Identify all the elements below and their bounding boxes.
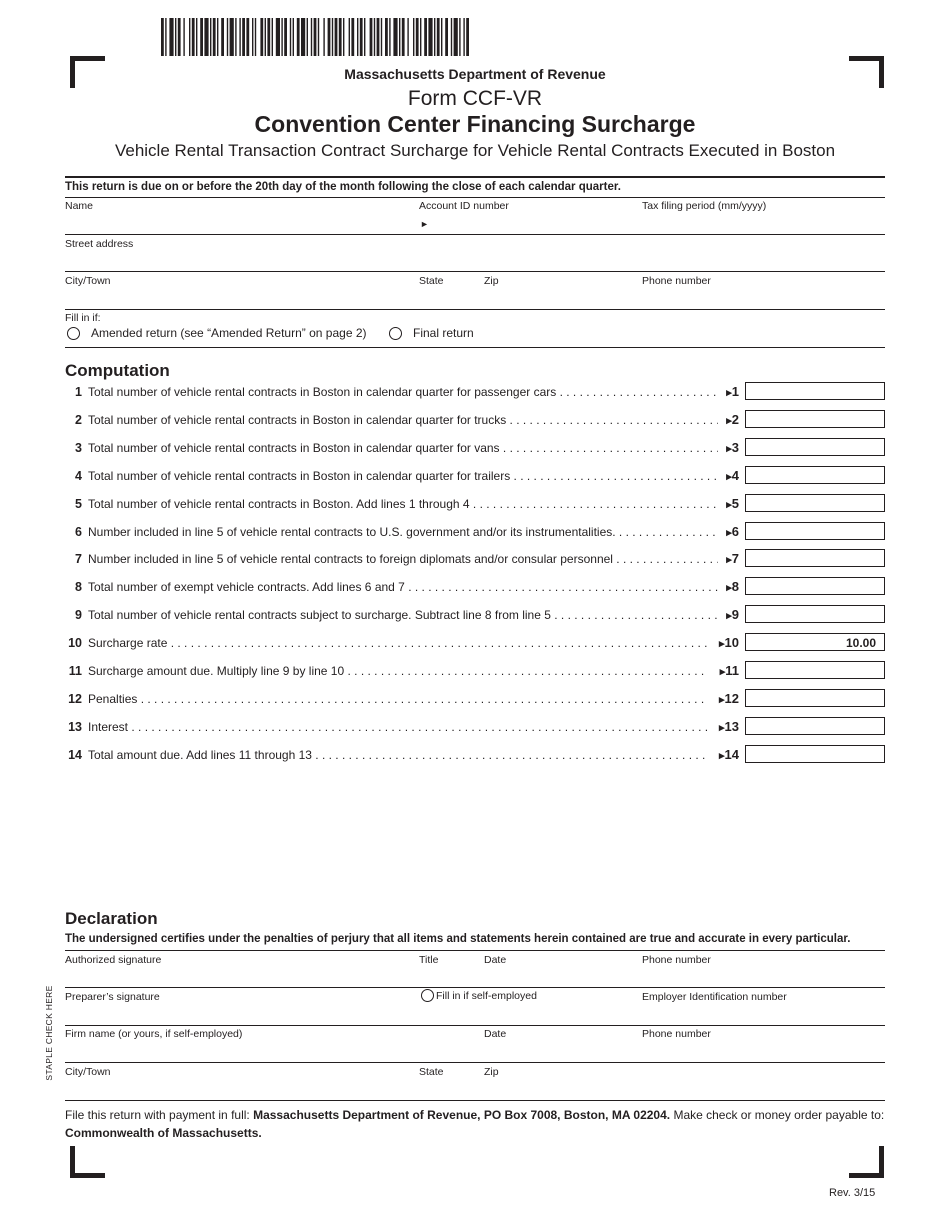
arrow-icon: ▸ [719, 666, 726, 678]
self-employed-option[interactable] [421, 989, 537, 1002]
line-description: Total number of vehicle rental contracts in Boston. Add lines 1 through 4 . . . [88, 497, 718, 511]
line-reference [723, 468, 739, 483]
zip-label: Zip [484, 275, 499, 287]
arrow-icon: ▸ [726, 470, 732, 483]
line-2-amount-field[interactable] [745, 410, 885, 428]
line-description: Penalties . . . [88, 692, 708, 706]
final-return-radio[interactable] [389, 327, 402, 340]
authorized-signature-field[interactable] [65, 966, 410, 986]
fill-in-label: Fill in if: [65, 312, 101, 324]
arrow-icon: ▸ [726, 582, 732, 595]
line-number: 12 [68, 691, 82, 706]
date-field[interactable] [484, 1040, 634, 1060]
line-reference [716, 691, 739, 706]
line-1-amount-field[interactable] [745, 382, 885, 400]
tax-period-label: Tax filing period (mm/yyyy) [642, 200, 767, 212]
line-number: 13 [68, 719, 82, 734]
line-number: 6 [75, 524, 82, 539]
line-reference-number: 5 [731, 495, 739, 511]
line-reference [723, 579, 739, 594]
self-employed-radio[interactable] [421, 989, 434, 1002]
line-5-amount-field[interactable] [745, 494, 885, 512]
account-id-label: Account ID number [419, 200, 509, 212]
line-reference-number: 11 [725, 663, 739, 678]
department-name: Massachusetts Department of Revenue [344, 66, 606, 82]
line-number: 2 [75, 412, 82, 427]
state-label: State [419, 1066, 444, 1078]
ein-label: Employer Identification number [642, 991, 787, 1003]
line-reference [723, 496, 739, 511]
city-field[interactable] [65, 1078, 410, 1098]
preparer-signature-label: Preparer’s signature [65, 991, 160, 1003]
zip-field[interactable] [484, 287, 634, 307]
divider [65, 950, 885, 951]
computation-line [65, 605, 885, 625]
line-description: Total number of vehicle rental contracts in Boston in calendar quarter for vans . . . [88, 441, 718, 455]
line-number: 1 [75, 385, 82, 399]
form-title: Convention Center Financing Surcharge [254, 111, 696, 137]
line-description: Total number of exempt vehicle contracts. Add lines 6 and 7 . . . [88, 580, 718, 594]
filing-middle: Make check or money order payable to: [670, 1108, 885, 1122]
line-number: 8 [75, 580, 82, 595]
state-field[interactable] [419, 1078, 477, 1098]
state-field[interactable] [419, 287, 477, 307]
line-description: Surcharge rate . . . [88, 636, 708, 650]
staple-note: STAPLE CHECK HERE [44, 985, 54, 1081]
ein-field[interactable] [642, 1003, 882, 1023]
filing-payee: Commonwealth of Massachusetts. [65, 1126, 262, 1140]
divider [65, 309, 885, 310]
line-7-amount-field[interactable] [745, 549, 885, 567]
computation-line [65, 717, 885, 737]
arrow-icon: ► [420, 219, 429, 229]
firm-name-label: Firm name (or yours, if self-employed) [65, 1028, 243, 1040]
city-label: City/Town [65, 275, 111, 287]
divider [65, 1100, 885, 1101]
computation-line [65, 633, 885, 653]
line-reference-number: 1 [731, 384, 739, 399]
declaration-heading: Declaration [65, 909, 158, 928]
zip-label: Zip [484, 1066, 499, 1078]
declaration-statement: The undersigned certifies under the penalties of perjury that all items and statements herein contained are true and accurate in every particular. [65, 933, 851, 945]
line-reference [723, 524, 739, 539]
divider [65, 987, 885, 988]
final-return-label: Final return [413, 326, 474, 340]
divider [65, 197, 885, 198]
line-8-amount-field[interactable] [745, 577, 885, 595]
line-6-amount-field[interactable] [745, 522, 885, 540]
due-note: This return is due on or before the 20th day of the month following the close of each calendar quarter. [65, 181, 621, 193]
filing-prefix: File this return with payment in full: [65, 1108, 254, 1122]
line-reference [716, 635, 739, 650]
corner-mark-bottom-right [849, 1146, 884, 1178]
arrow-icon: ▸ [719, 721, 725, 734]
line-12-amount-field[interactable] [745, 689, 885, 707]
phone-label: Phone number [642, 275, 711, 287]
line-description: Total amount due. Add lines 11 through 13 . . . [88, 748, 708, 762]
line-14-amount-field[interactable] [745, 745, 885, 763]
arrow-icon: ▸ [726, 414, 732, 427]
arrow-icon: ▸ [719, 749, 725, 762]
line-reference [716, 719, 739, 734]
final-return-option[interactable] [389, 326, 474, 340]
line-reference-number: 6 [731, 523, 739, 539]
line-description: Number included in line 5 of vehicle rental contracts to U.S. government and/or its instrumentalities. . . . [88, 525, 718, 539]
line-reference-number: 14 [724, 746, 739, 762]
line-description: Total number of vehicle rental contracts in Boston in calendar quarter for trucks . . . [88, 413, 718, 427]
computation-line [65, 549, 885, 569]
arrow-icon: ▸ [726, 610, 732, 623]
phone-label: Phone number [642, 954, 711, 966]
line-reference [723, 551, 739, 566]
line-reference [723, 384, 739, 399]
form-subtitle: Vehicle Rental Transaction Contract Surcharge for Vehicle Rental Contracts Executed in Boston [114, 141, 836, 160]
account-id-field[interactable] [432, 212, 632, 232]
line-description: Total number of vehicle rental contracts subject to surcharge. Subtract line 8 from line 5 . . . [88, 608, 718, 622]
arrow-icon: ▸ [726, 498, 732, 511]
computation-line [65, 522, 885, 542]
line-description: Total number of vehicle rental contracts in Boston in calendar quarter for passenger cars . . . [88, 385, 718, 399]
computation-line [65, 577, 885, 597]
amended-return-option[interactable] [67, 326, 367, 340]
line-reference-number: 2 [731, 411, 739, 427]
city-field[interactable] [65, 287, 410, 307]
authorized-signature-label: Authorized signature [65, 954, 162, 966]
divider [65, 176, 885, 178]
amended-return-radio[interactable] [67, 327, 80, 340]
revision-date: Rev. 3/15 [829, 1187, 876, 1199]
line-reference-number: 12 [724, 690, 739, 706]
computation-line [65, 661, 885, 681]
line-reference-number: 7 [731, 551, 739, 567]
computation-line [65, 494, 885, 514]
line-10-amount-field[interactable]: 10.00 [745, 633, 885, 651]
state-label: State [419, 275, 444, 287]
filing-instructions [65, 1106, 890, 1142]
filing-address: Massachusetts Department of Revenue, PO Box 7008, Boston, MA 02204. [253, 1108, 671, 1122]
name-field[interactable] [65, 212, 410, 232]
computation-line [65, 382, 885, 402]
street-field[interactable] [65, 250, 883, 270]
self-employed-label: Fill in if self-employed [436, 989, 537, 1002]
line-reference [723, 607, 739, 622]
phone-field[interactable] [642, 966, 882, 986]
phone-field[interactable] [642, 1040, 882, 1060]
computation-line [65, 466, 885, 486]
line-reference-number: 9 [731, 607, 739, 623]
arrow-icon: ▸ [726, 554, 732, 567]
line-3-amount-field[interactable] [745, 438, 885, 456]
corner-mark-bottom-left [70, 1146, 105, 1178]
line-9-amount-field[interactable] [745, 605, 885, 623]
tax-period-field[interactable] [642, 212, 882, 232]
line-number: 3 [75, 440, 82, 455]
arrow-icon: ▸ [726, 526, 732, 539]
line-number: 14 [68, 747, 82, 762]
date-label: Date [484, 1028, 507, 1040]
line-description: Surcharge amount due. Multiply line 9 by line 10 . . . [88, 664, 708, 678]
arrow-icon: ▸ [719, 638, 725, 651]
line-reference [723, 440, 739, 455]
phone-field[interactable] [642, 287, 882, 307]
computation-line [65, 438, 885, 458]
divider [65, 1062, 885, 1063]
divider [65, 234, 885, 235]
computation-line [65, 745, 885, 765]
arrow-icon: ▸ [726, 442, 732, 455]
line-number: 5 [75, 496, 82, 511]
arrow-icon: ▸ [719, 693, 725, 706]
phone-label: Phone number [642, 1028, 711, 1040]
computation-line [65, 689, 885, 709]
line-11-amount-field[interactable] [745, 661, 885, 679]
line-reference-number: 13 [724, 718, 739, 734]
line-reference [717, 663, 739, 678]
line-description: Number included in line 5 of vehicle rental contracts to foreign diplomats and/or consular personnel . . . [88, 552, 718, 566]
line-number: 10 [68, 636, 82, 651]
line-reference-number: 10 [724, 635, 739, 651]
line-number: 9 [75, 608, 82, 623]
city-label: City/Town [65, 1066, 111, 1078]
computation-heading: Computation [65, 361, 170, 380]
firm-name-field[interactable] [65, 1040, 475, 1060]
line-number: 11 [68, 664, 82, 678]
street-label: Street address [65, 238, 134, 250]
line-4-amount-field[interactable] [745, 466, 885, 484]
line-description: Interest . . . [88, 720, 708, 734]
barcode [161, 18, 469, 56]
computation-line [65, 410, 885, 430]
line-reference-number: 3 [731, 439, 739, 455]
line-13-amount-field[interactable] [745, 717, 885, 735]
name-label: Name [65, 200, 94, 212]
line-reference [716, 747, 739, 762]
date-label: Date [484, 954, 507, 966]
form-number: Form CCF-VR [407, 87, 543, 110]
divider [65, 1025, 885, 1026]
divider [65, 271, 885, 272]
preparer-signature-field[interactable] [65, 1003, 410, 1023]
line-number: 7 [75, 552, 82, 567]
zip-field[interactable] [484, 1078, 634, 1098]
arrow-icon: ▸ [726, 387, 732, 399]
line-reference-number: 4 [731, 467, 739, 483]
title-field[interactable] [419, 966, 477, 986]
amended-return-label: Amended return (see “Amended Return” on page 2) [91, 326, 367, 340]
line-reference [723, 412, 739, 427]
title-label: Title [419, 954, 439, 966]
divider [65, 347, 885, 348]
line-number: 4 [75, 468, 82, 483]
line-description: Total number of vehicle rental contracts in Boston in calendar quarter for trailers . . . [88, 469, 718, 483]
date-field[interactable] [484, 966, 634, 986]
line-reference-number: 8 [731, 579, 739, 595]
